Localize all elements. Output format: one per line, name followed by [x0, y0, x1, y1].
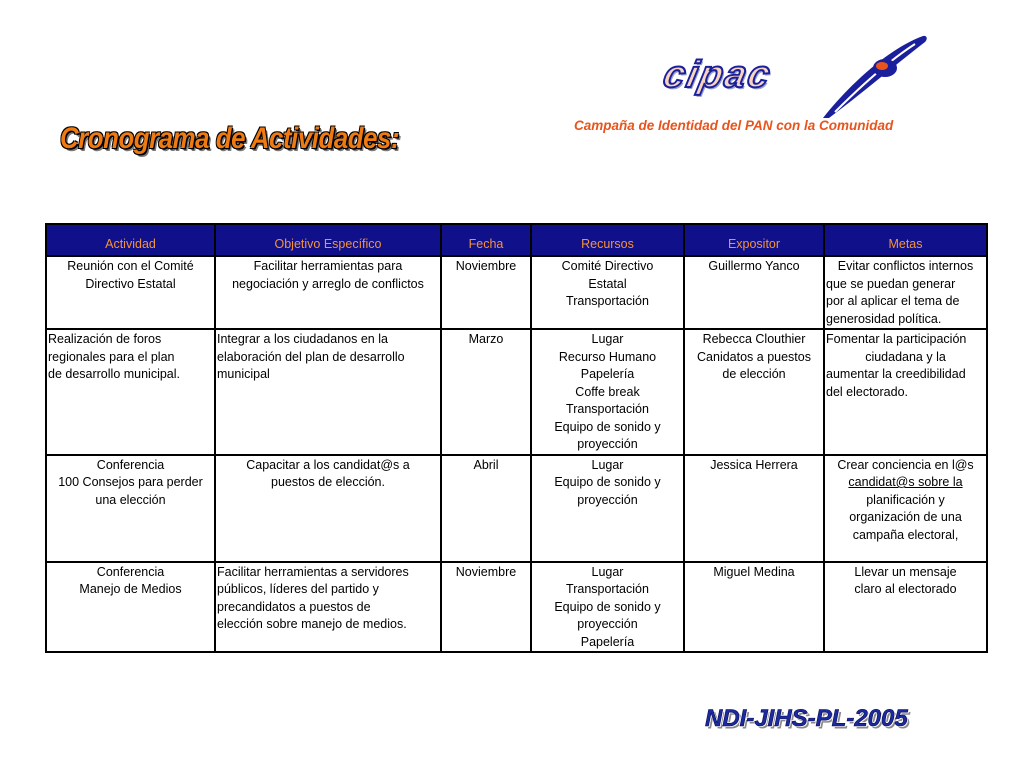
cell-expositor: Miguel Medina	[684, 562, 824, 653]
cell-recursos: Comité Directivo Estatal Transportación	[531, 256, 684, 329]
table-header-row	[46, 224, 987, 256]
cell-fecha: Noviembre	[441, 256, 531, 329]
cell-fecha: Abril	[441, 455, 531, 562]
cell-expositor: Rebecca Clouthier Canidatos a puestos de elección	[684, 329, 824, 455]
cell-recursos: Lugar Transportación Equipo de sonido y proyección Papelería	[531, 562, 684, 653]
cell-objetivo: Capacitar a los candidat@s a puestos de elección.	[215, 455, 441, 562]
cell-fecha: Noviembre	[441, 562, 531, 653]
table-row	[46, 329, 987, 455]
cell-recursos: Lugar Equipo de sonido y proyección	[531, 455, 684, 562]
cell-actividad: Realización de foros regionales para el plan de desarrollo municipal.	[46, 329, 215, 455]
cell-actividad: Reunión con el Comité Directivo Estatal	[46, 256, 215, 329]
header-expositor: Expositor	[684, 224, 824, 256]
cipac-swoosh-icon	[815, 30, 930, 125]
cell-metas: Fomentar la participación ciudadana y la aumentar la creedibilidad del electorado.	[824, 329, 987, 455]
cell-recursos: Lugar Recurso Humano Papelería Coffe break Transportación Equipo de sonido y proyección	[531, 329, 684, 455]
campaign-tagline: Campaña de Identidad del PAN con la Comunidad	[574, 118, 894, 133]
footer-code: NDI-JIHS-PL-2005	[705, 705, 908, 732]
cell-objetivo: Integrar a los ciudadanos en la elaboración del plan de desarrollo municipal	[215, 329, 441, 455]
header-recursos: Recursos	[531, 224, 684, 256]
table-row	[46, 562, 987, 653]
cell-metas: Llevar un mensaje claro al electorado	[824, 562, 987, 653]
cell-objetivo: Facilitar herramientas para negociación y arreglo de conflictos	[215, 256, 441, 329]
header-metas: Metas	[824, 224, 987, 256]
header-fecha: Fecha	[441, 224, 531, 256]
header-objetivo: Objetivo Específico	[215, 224, 441, 256]
cell-metas: Crear conciencia en l@s candidat@s sobre la planificación y organización de una campaña electoral,	[824, 455, 987, 562]
cipac-logo-word: cipac	[659, 54, 776, 96]
cell-fecha: Marzo	[441, 329, 531, 455]
table-row	[46, 455, 987, 562]
cell-expositor: Guillermo Yanco	[684, 256, 824, 329]
cell-expositor: Jessica Herrera	[684, 455, 824, 562]
cell-objetivo: Facilitar herramientas a servidores públicos, líderes del partido y precandidatos a puestos de elección sobre manejo de medios.	[215, 562, 441, 653]
header-actividad: Actividad	[46, 224, 215, 256]
cell-actividad: Conferencia Manejo de Medios	[46, 562, 215, 653]
activities-schedule-table	[45, 223, 988, 653]
cell-metas: Evitar conflictos internos que se puedan generar por al aplicar el tema de generosidad política.	[824, 256, 987, 329]
table-row	[46, 256, 987, 329]
cell-actividad: Conferencia 100 Consejos para perder una elección	[46, 455, 215, 562]
page-title: Cronograma de Actividades:	[60, 122, 400, 155]
